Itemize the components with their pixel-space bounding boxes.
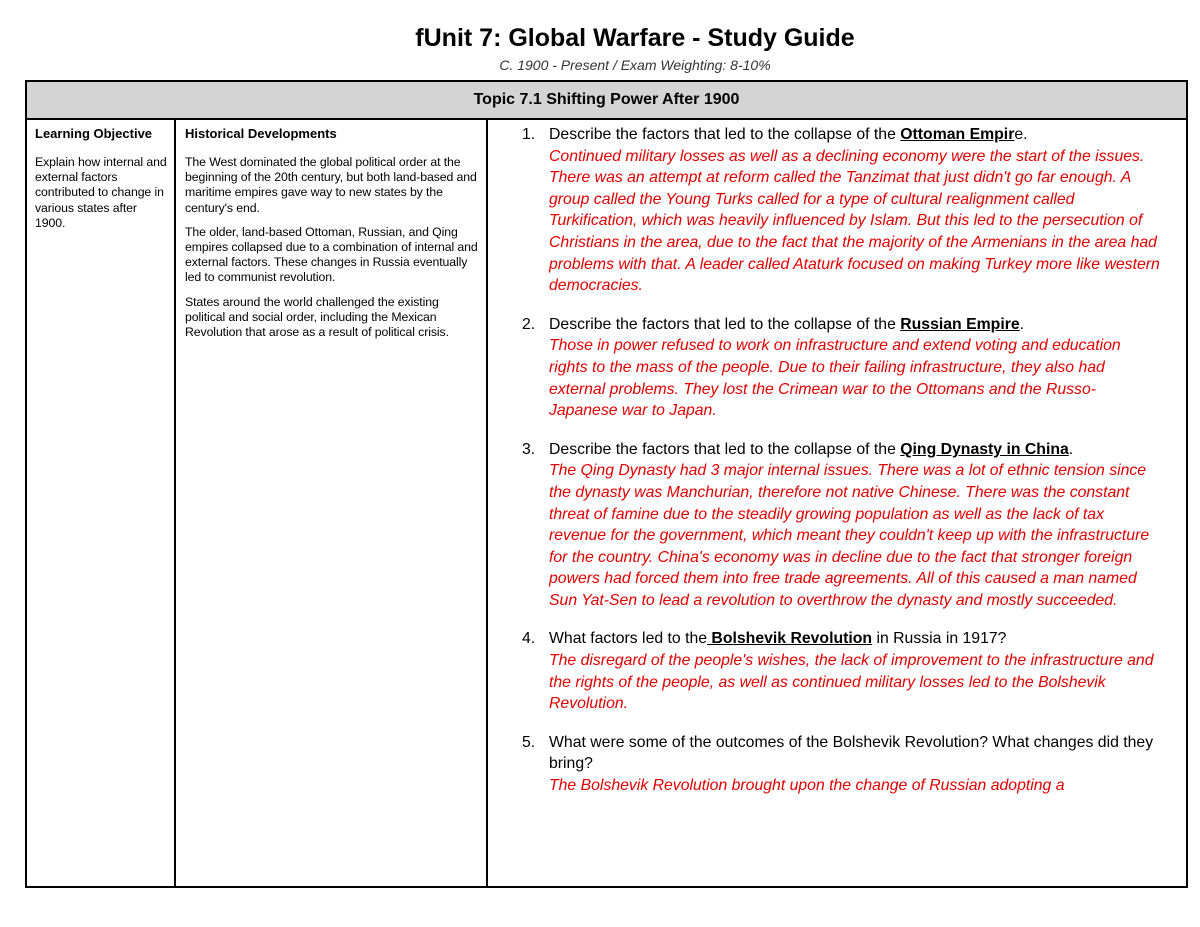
question-number: 2. [522, 315, 536, 333]
question-list [488, 124, 1160, 797]
historical-developments-column [176, 118, 488, 886]
learning-objective-heading: Learning Objective [35, 126, 153, 141]
answer-text: The Qing Dynasty had 3 major internal issues. There was a lot of ethnic tension since the dynasty was Manchurian, therefore not native Chinese. There was the constant threat of famine due to the steadily growing population as well as the lack of tax revenue for the government, which meant they couldn't keep up with the infrastructure for the country. China's economy was in decline due to the fact that stronger foreign powers had forced them into free trade agreements. All of this caused a man named Sun Yat-Sen to lead a revolution to overthrow the dynasty and mostly succeeded. [549, 462, 1150, 609]
question-item [488, 124, 1160, 297]
historical-developments-heading: Historical Developments [185, 126, 337, 141]
question-keyword: Ottoman Empir [900, 126, 1015, 143]
question-text: What factors led to the Bolshevik Revolution in Russia in 1917? [549, 630, 1007, 648]
question-text: Describe the factors that led to the collapse of the Russian Empire. [549, 315, 1025, 333]
questions-column [488, 118, 1186, 886]
question-text: Describe the factors that led to the collapse of the Ottoman Empire. [549, 126, 1028, 143]
page-title: fUnit 7: Global Warfare - Study Guide [415, 24, 855, 52]
question-text: Describe the factors that led to the collapse of the Qing Dynasty in China. [549, 440, 1074, 458]
study-guide-table [25, 80, 1188, 888]
historical-development-paragraph: States around the world challenged the existing political and social order, including the Mexican Revolution that arose as a result of political crisis. [185, 294, 449, 340]
question-keyword: Qing Dynasty in China [900, 440, 1069, 458]
answer-text: Continued military losses as well as a declining economy were the start of the issues. There was an attempt at reform called the Tanzimat that just didn't go far enough. A group called the Young Turks called for a type of cultural realignment called Turkification, which was heavily influenced by Islam. But this led to the persecution of Christians in the area, due to the fact that the majority of the Armenians in the area had problems with that. A leader called Ataturk focused on making Turkey more like western democracies. [549, 147, 1160, 295]
learning-objective-text: Explain how internal and external factors contributed to change in various states after 1900. [35, 155, 167, 230]
answer-text: Those in power refused to work on infrastructure and extend voting and education rights to the mass of the people. Due to their failing infrastructure, they also had external problems. They lost the Crimean war to the Ottomans and the Russo-Japanese war to Japan. [549, 337, 1121, 420]
question-number: 1. [522, 126, 536, 143]
question-number: 4. [522, 630, 536, 648]
question-item [488, 732, 1160, 797]
learning-objective-column [27, 118, 176, 886]
answer-text: The Bolshevik Revolution brought upon the change of Russian adopting a [549, 777, 1065, 795]
topic-header: Topic 7.1 Shifting Power After 1900 [27, 82, 1186, 120]
question-keyword: Bolshevik Revolution [707, 630, 873, 648]
question-text: What were some of the outcomes of the Bolshevik Revolution? What changes did they bring? [549, 733, 1154, 773]
question-item [488, 439, 1160, 612]
question-item [488, 314, 1160, 422]
question-number: 5. [522, 733, 536, 751]
answer-text: The disregard of the people's wishes, the lack of improvement to the infrastructure and the rights of the people, as well as continued military losses led to the Bolshevik Revolution. [549, 652, 1154, 713]
question-item [488, 628, 1160, 714]
historical-development-paragraph: The older, land-based Ottoman, Russian, and Qing empires collapsed due to a combination of internal and external factors. These changes in Russia eventually led to communist revolution. [185, 224, 478, 285]
question-number: 3. [522, 440, 536, 458]
question-keyword: Russian Empire [900, 315, 1020, 333]
historical-development-paragraph: The West dominated the global political order at the beginning of the 20th century, but both land-based and maritime empires gave way to new states by the century's end. [185, 155, 477, 215]
page-subtitle: C. 1900 - Present / Exam Weighting: 8-10% [499, 57, 771, 73]
